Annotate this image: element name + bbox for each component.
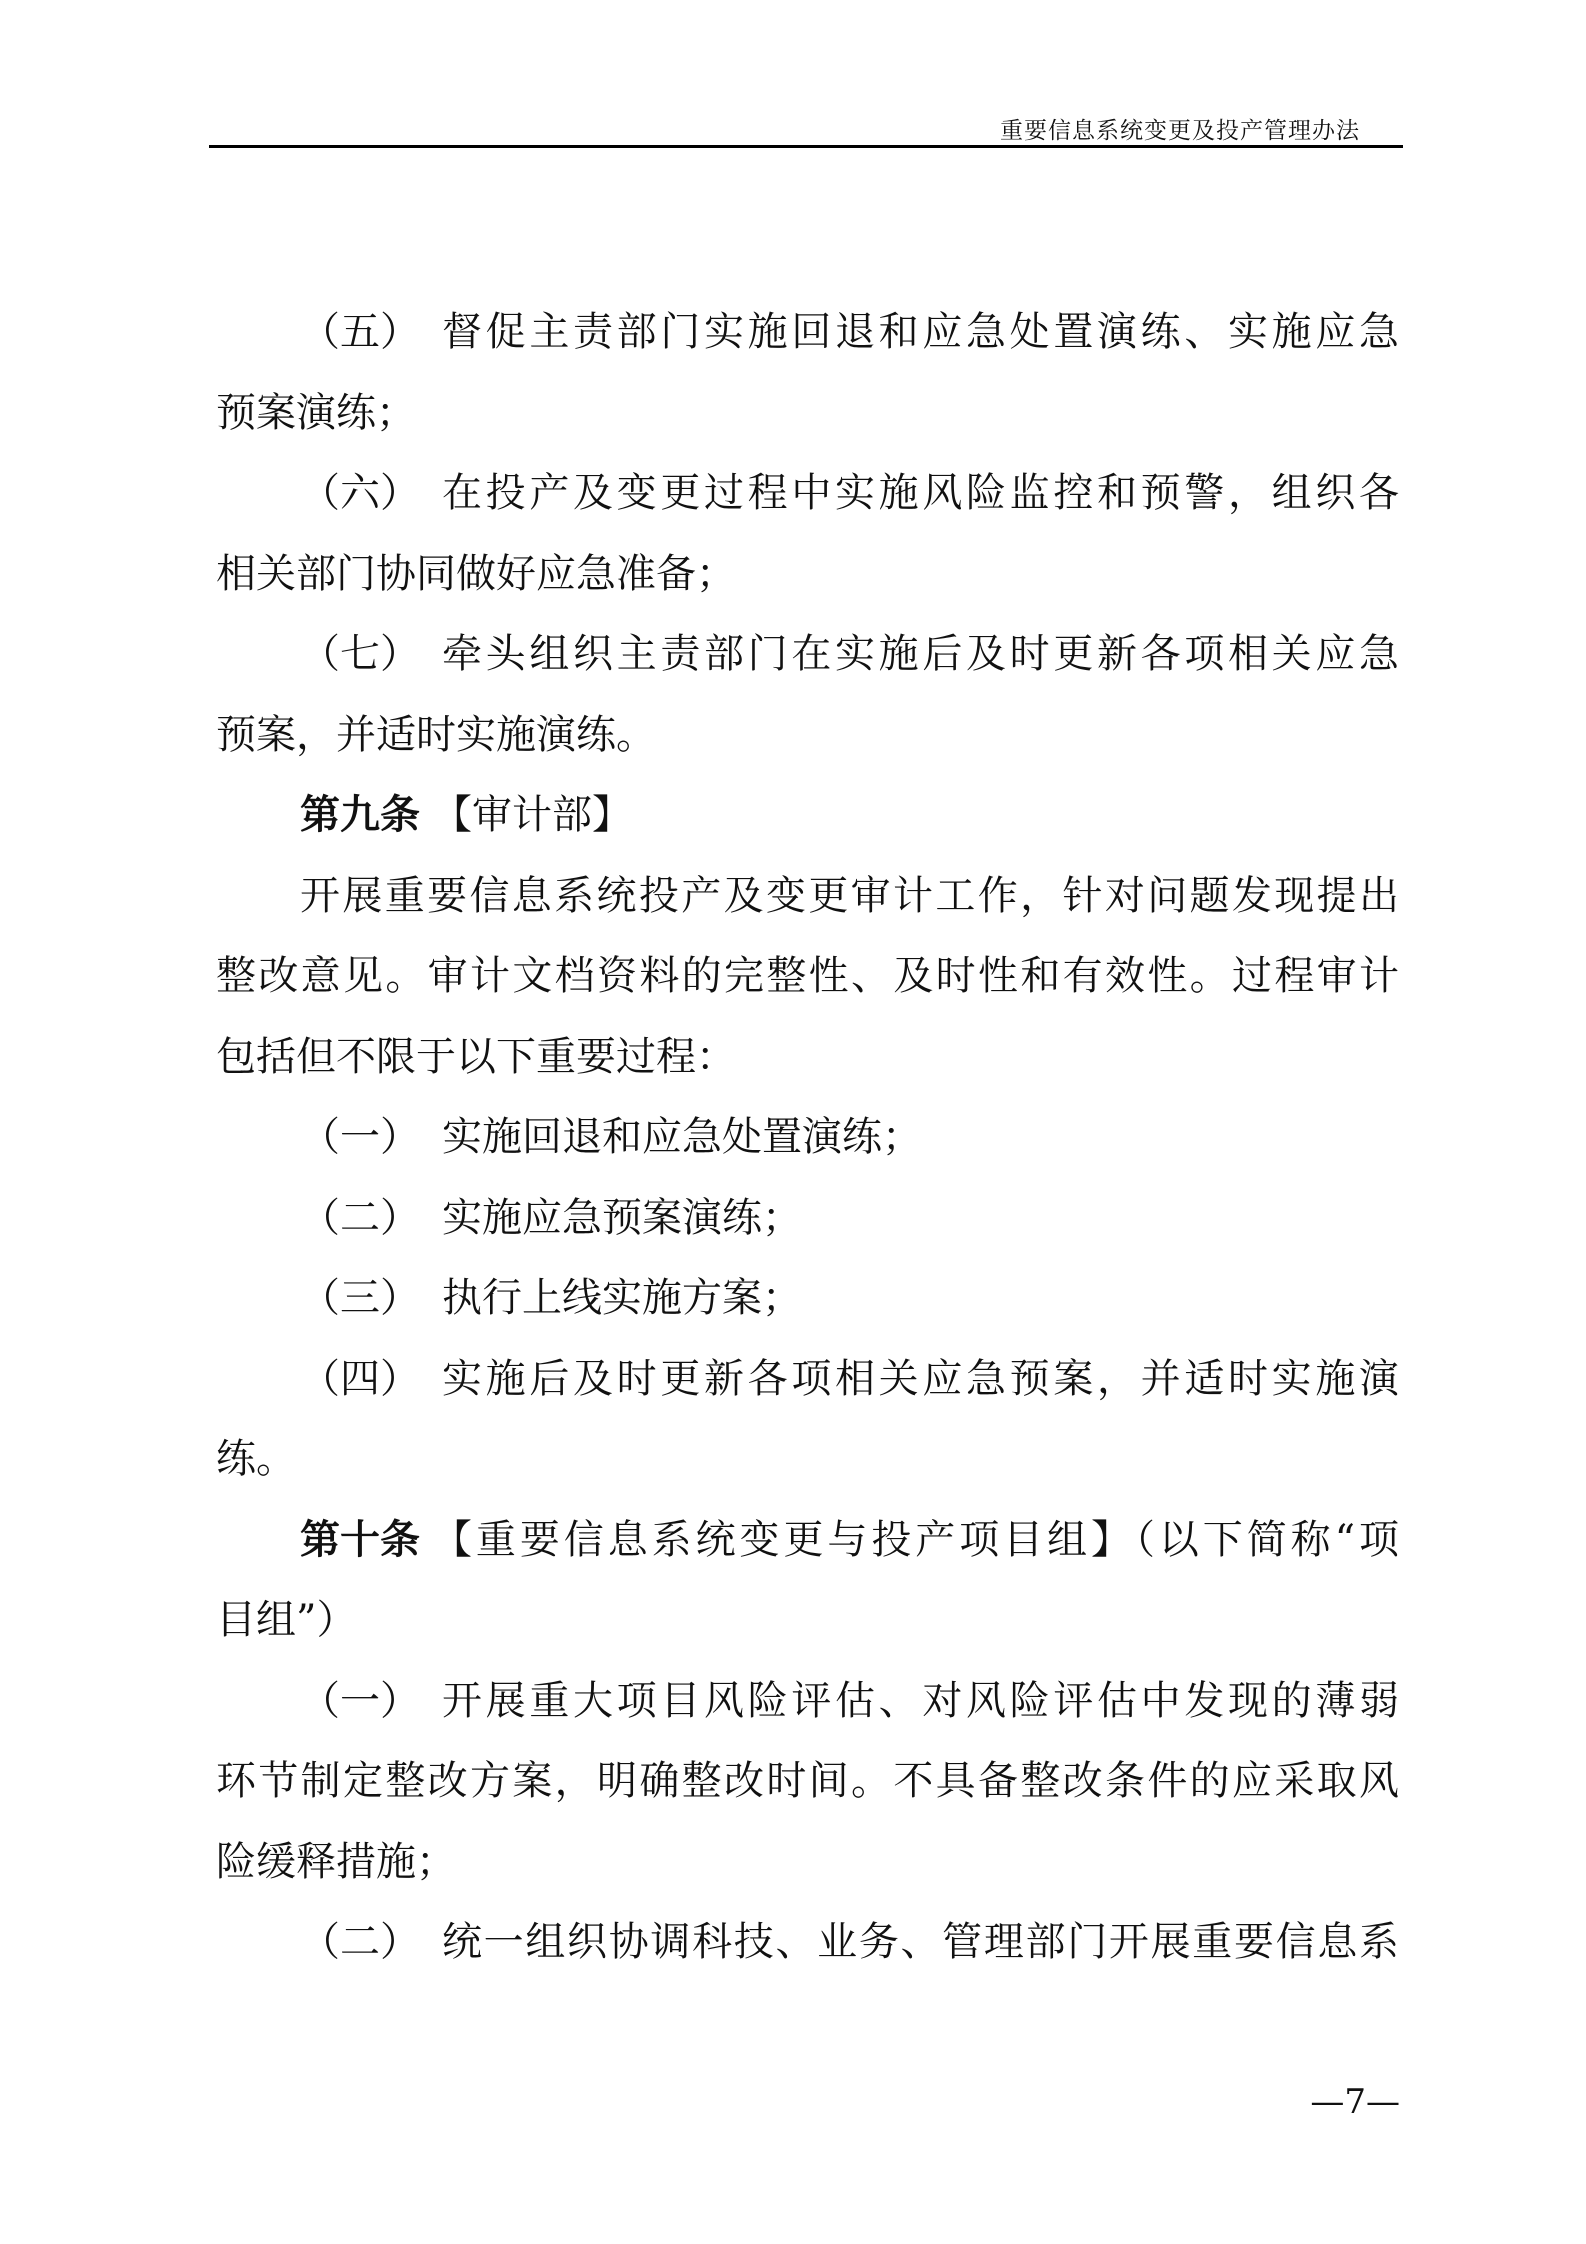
item-label: （四） [300, 1355, 420, 1402]
text-line [216, 1178, 1399, 1259]
text-line [216, 1097, 1399, 1178]
item-label: （二） [300, 1194, 420, 1241]
text-line [216, 1741, 1399, 1822]
text-line [216, 534, 1399, 615]
text-line [216, 1258, 1399, 1339]
text-line [216, 453, 1399, 534]
text-line [216, 1661, 1399, 1742]
article-number: 第九条 [300, 791, 420, 838]
line-text: 开展重要信息系统投产及变更审计工作，针对问题发现提出 [300, 872, 1399, 919]
item-label: （五） [300, 309, 420, 355]
text-line [216, 292, 1399, 373]
page-number: —7— [1310, 2082, 1400, 2122]
line-text: 执行上线实施方案； [442, 1275, 802, 1321]
header-rule [209, 145, 1403, 148]
running-header: 重要信息系统变更及投产管理办法 [1000, 118, 1360, 144]
line-text: 预案演练； [216, 389, 416, 436]
text-line [216, 856, 1399, 937]
text-line [216, 1580, 1399, 1661]
text-line [216, 1902, 1399, 1983]
item-label: （六） [300, 470, 420, 516]
line-text: 目组”） [216, 1597, 357, 1643]
line-text: 练。 [216, 1436, 296, 1482]
line-text: 实施后及时更新各项相关应急预案，并适时实施演 [442, 1355, 1399, 1402]
text-line [216, 1419, 1399, 1500]
line-text: 开展重大项目风险评估、对风险评估中发现的薄弱 [442, 1677, 1399, 1724]
item-label: （三） [300, 1275, 420, 1321]
text-line [216, 936, 1399, 1017]
line-text: 实施应急预案演练； [442, 1194, 802, 1241]
line-text: 包括但不限于以下重要过程： [216, 1033, 736, 1080]
article-number: 第十条 [300, 1515, 420, 1563]
text-line [216, 695, 1399, 776]
line-text: 预案，并适时实施演练。 [216, 711, 656, 758]
line-text: 统一组织协调科技、业务、管理部门开展重要信息系 [442, 1919, 1399, 1965]
item-label: （二） [300, 1919, 420, 1965]
document-body [216, 292, 1399, 1983]
line-text: 牵头组织主责部门在实施后及时更新各项相关应急 [442, 631, 1399, 677]
text-line [216, 1339, 1399, 1420]
line-text: 督促主责部门实施回退和应急处置演练、实施应急 [442, 309, 1399, 355]
line-text: 险缓释措施； [216, 1838, 456, 1885]
line-text: 实施回退和应急处置演练； [442, 1114, 922, 1160]
text-line [216, 1822, 1399, 1903]
text-line [216, 775, 1399, 856]
line-text: 在投产及变更过程中实施风险监控和预警，组织各 [442, 470, 1399, 516]
line-text: 环节制定整改方案，明确整改时间。不具备整改条件的应采取风 [216, 1758, 1399, 1804]
line-text: 整改意见。审计文档资料的完整性、及时性和有效性。过程审计 [216, 953, 1399, 999]
line-text: 【重要信息系统变更与投产项目组】（以下简称“项 [432, 1516, 1399, 1563]
text-line [216, 1017, 1399, 1098]
item-label: （一） [300, 1114, 420, 1160]
text-line [216, 614, 1399, 695]
item-label: （七） [300, 631, 420, 677]
text-line [216, 373, 1399, 454]
item-label: （一） [300, 1677, 420, 1724]
line-text: 相关部门协同做好应急准备； [216, 550, 736, 597]
line-text: 【审计部】 [432, 792, 632, 838]
text-line [216, 1500, 1399, 1581]
